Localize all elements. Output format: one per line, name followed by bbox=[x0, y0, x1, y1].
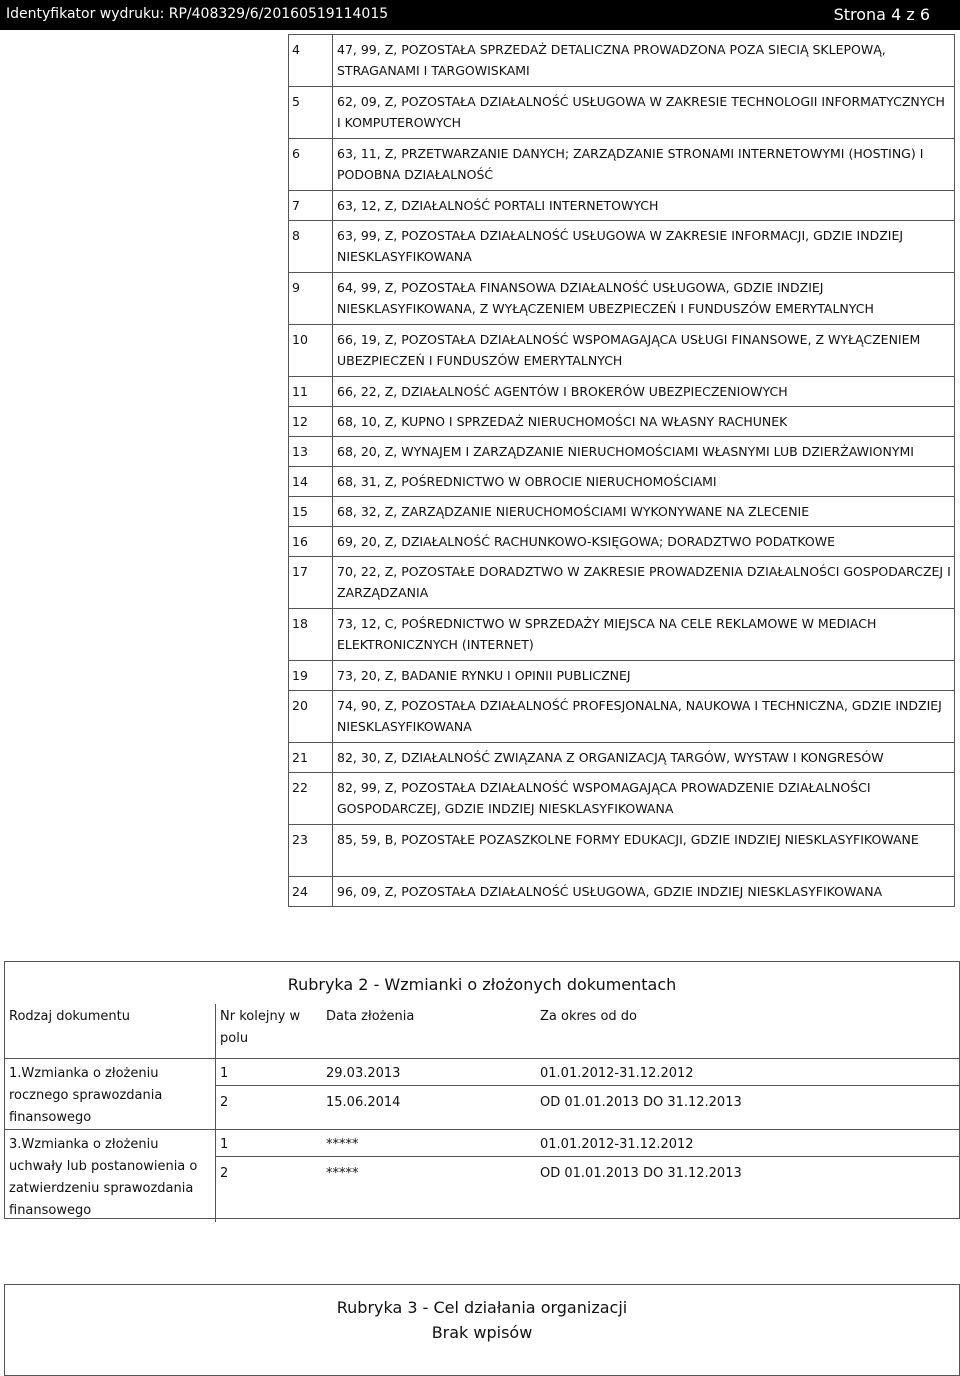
pkd-row-number: 19 bbox=[289, 661, 333, 691]
pkd-row-number: 14 bbox=[289, 467, 333, 497]
pkd-row-number: 17 bbox=[289, 557, 333, 609]
pkd-row-number: 6 bbox=[289, 139, 333, 191]
pkd-row bbox=[289, 191, 955, 221]
pkd-row-number: 16 bbox=[289, 527, 333, 557]
rubryka-2-title: Rubryka 2 - Wzmianki o złożonych dokumentach bbox=[287, 975, 677, 994]
pkd-activity-table bbox=[288, 34, 955, 907]
pkd-row bbox=[289, 377, 955, 407]
pkd-row bbox=[289, 407, 955, 437]
pkd-row-number: 13 bbox=[289, 437, 333, 467]
pkd-row-number: 20 bbox=[289, 691, 333, 743]
pkd-row-number: 8 bbox=[289, 221, 333, 273]
pkd-row bbox=[289, 325, 955, 377]
entry-period: OD 01.01.2013 DO 31.12.2013 bbox=[540, 1095, 742, 1110]
entry-period: 01.01.2012-31.12.2012 bbox=[536, 1134, 960, 1157]
pkd-row-description: 68, 20, Z, WYNAJEM I ZARZĄDZANIE NIERUCHOMOŚCIAMI WŁASNYMI LUB DZIERŻAWIONYMI bbox=[333, 437, 955, 467]
entry-period: 01.01.2012-31.12.2012 bbox=[536, 1063, 960, 1086]
document-type: 1.Wzmianka o złożeniu rocznego sprawozdania finansowego bbox=[5, 1059, 216, 1130]
entry-date: ***** bbox=[322, 1134, 536, 1157]
pkd-row-description: 63, 99, Z, POZOSTAŁA DZIAŁALNOŚĆ USŁUGOWA W ZAKRESIE INFORMACJI, GDZIE INDZIEJ NIESKLASYFIKOWANA bbox=[333, 221, 955, 273]
pkd-row-description: 74, 90, Z, POZOSTAŁA DZIAŁALNOŚĆ PROFESJONALNA, NAUKOWA I TECHNICZNA, GDZIE INDZIEJ NIESKLASYFIKOWANA bbox=[333, 691, 955, 743]
print-identifier: Identyfikator wydruku: RP/408329/6/20160519114015 bbox=[6, 6, 389, 22]
pkd-row bbox=[289, 743, 955, 773]
rubryka-2-section bbox=[4, 961, 960, 1219]
pkd-row bbox=[289, 877, 955, 907]
pkd-row-number: 4 bbox=[289, 35, 333, 87]
pkd-row bbox=[289, 825, 955, 877]
pkd-row bbox=[289, 87, 955, 139]
pkd-row-number: 18 bbox=[289, 609, 333, 661]
pkd-row-number: 11 bbox=[289, 377, 333, 407]
entry-nr: 1 bbox=[216, 1063, 322, 1086]
print-header bbox=[0, 0, 960, 30]
pkd-row-number: 5 bbox=[289, 87, 333, 139]
header-document-type: Rodzaj dokumentu bbox=[5, 1004, 216, 1059]
pkd-row bbox=[289, 609, 955, 661]
pkd-row-description: 64, 99, Z, POZOSTAŁA FINANSOWA DZIAŁALNOŚĆ USŁUGOWA, GDZIE INDZIEJ NIESKLASYFIKOWANA, Z WYŁĄCZENIEM UBEZPIECZEŃ I FUNDUSZÓW EMERYTALNYCH bbox=[333, 273, 955, 325]
pkd-row bbox=[289, 691, 955, 743]
documents-table bbox=[5, 1004, 960, 1222]
entry-nr: 1 bbox=[216, 1134, 322, 1157]
documents-table-header bbox=[5, 1004, 960, 1059]
entry-date: ***** bbox=[326, 1166, 359, 1181]
pkd-row-description: 63, 12, Z, DZIAŁALNOŚĆ PORTALI INTERNETOWYCH bbox=[333, 191, 955, 221]
pkd-row-number: 10 bbox=[289, 325, 333, 377]
pkd-row bbox=[289, 221, 955, 273]
pkd-row-description: 66, 22, Z, DZIAŁALNOŚĆ AGENTÓW I BROKERÓW UBEZPIECZENIOWYCH bbox=[333, 377, 955, 407]
pkd-row-number: 12 bbox=[289, 407, 333, 437]
pkd-row-description: 68, 32, Z, ZARZĄDZANIE NIERUCHOMOŚCIAMI WYKONYWANE NA ZLECENIE bbox=[333, 497, 955, 527]
pkd-row-description: 68, 10, Z, KUPNO I SPRZEDAŻ NIERUCHOMOŚCI NA WŁASNY RACHUNEK bbox=[333, 407, 955, 437]
pkd-row-description: 62, 09, Z, POZOSTAŁA DZIAŁALNOŚĆ USŁUGOWA W ZAKRESIE TECHNOLOGII INFORMATYCZNYCH I KOMPUTEROWYCH bbox=[333, 87, 955, 139]
pkd-row-number: 24 bbox=[289, 877, 333, 907]
pkd-row bbox=[289, 773, 955, 825]
pkd-row-number: 15 bbox=[289, 497, 333, 527]
pkd-row-description: 82, 99, Z, POZOSTAŁA DZIAŁALNOŚĆ WSPOMAGAJĄCA PROWADZENIE DZIAŁALNOŚCI GOSPODARCZEJ, GDZIE INDZIEJ NIESKLASYFIKOWANA bbox=[333, 773, 955, 825]
entry-nr: 2 bbox=[220, 1095, 229, 1110]
pkd-row-description: 82, 30, Z, DZIAŁALNOŚĆ ZWIĄZANA Z ORGANIZACJĄ TARGÓW, WYSTAW I KONGRESÓW bbox=[333, 743, 955, 773]
pkd-row-number: 22 bbox=[289, 773, 333, 825]
pkd-row-description: 70, 22, Z, POZOSTAŁE DORADZTWO W ZAKRESIE PROWADZENIA DZIAŁALNOŚCI GOSPODARCZEJ I ZARZĄDZANIA bbox=[333, 557, 955, 609]
entry-date: 15.06.2014 bbox=[326, 1095, 401, 1110]
entry-date: 29.03.2013 bbox=[322, 1063, 536, 1086]
header-submission-date: Data złożenia bbox=[322, 1004, 536, 1059]
pkd-row bbox=[289, 661, 955, 691]
pkd-row bbox=[289, 557, 955, 609]
pkd-row bbox=[289, 437, 955, 467]
pkd-row bbox=[289, 527, 955, 557]
pkd-row-description: 68, 31, Z, POŚREDNICTWO W OBROCIE NIERUCHOMOŚCIAMI bbox=[333, 467, 955, 497]
page-number: Strona 4 z 6 bbox=[833, 5, 930, 24]
pkd-row-description: 85, 59, B, POZOSTAŁE POZASZKOLNE FORMY EDUKACJI, GDZIE INDZIEJ NIESKLASYFIKOWANE bbox=[333, 825, 955, 877]
rubryka-3-title: Rubryka 3 - Cel działania organizacji bbox=[336, 1298, 628, 1317]
rubryka-3-section bbox=[4, 1284, 960, 1376]
header-period: Za okres od do bbox=[536, 1004, 960, 1059]
pkd-row-description: 96, 09, Z, POZOSTAŁA DZIAŁALNOŚĆ USŁUGOWA, GDZIE INDZIEJ NIESKLASYFIKOWANA bbox=[333, 877, 955, 907]
pkd-row bbox=[289, 467, 955, 497]
pkd-row bbox=[289, 273, 955, 325]
no-entries-text: Brak wpisów bbox=[431, 1323, 533, 1342]
pkd-row-number: 23 bbox=[289, 825, 333, 877]
pkd-row-number: 7 bbox=[289, 191, 333, 221]
document-group bbox=[5, 1059, 960, 1130]
pkd-row-description: 73, 20, Z, BADANIE RYNKU I OPINII PUBLICZNEJ bbox=[333, 661, 955, 691]
pkd-row-description: 73, 12, C, POŚREDNICTWO W SPRZEDAŻY MIEJSCA NA CELE REKLAMOWE W MEDIACH ELEKTRONICZNYCH (INTERNET) bbox=[333, 609, 955, 661]
header-sequence-number: Nr kolejny w polu bbox=[216, 1004, 323, 1059]
pkd-row-description: 69, 20, Z, DZIAŁALNOŚĆ RACHUNKOWO-KSIĘGOWA; DORADZTWO PODATKOWE bbox=[333, 527, 955, 557]
pkd-row-number: 21 bbox=[289, 743, 333, 773]
pkd-row bbox=[289, 139, 955, 191]
entry-period: OD 01.01.2013 DO 31.12.2013 bbox=[540, 1166, 742, 1181]
document-group bbox=[5, 1130, 960, 1223]
pkd-row-number: 9 bbox=[289, 273, 333, 325]
document-type: 3.Wzmianka o złożeniu uchwały lub postanowienia o zatwierdzeniu sprawozdania finansowego bbox=[5, 1130, 216, 1223]
pkd-row-description: 47, 99, Z, POZOSTAŁA SPRZEDAŻ DETALICZNA PROWADZONA POZA SIECIĄ SKLEPOWĄ, STRAGANAMI I TARGOWISKAMI bbox=[333, 35, 955, 87]
pkd-row bbox=[289, 35, 955, 87]
pkd-row bbox=[289, 497, 955, 527]
pkd-row-description: 63, 11, Z, PRZETWARZANIE DANYCH; ZARZĄDZANIE STRONAMI INTERNETOWYMI (HOSTING) I PODOBNA DZIAŁALNOŚĆ bbox=[333, 139, 955, 191]
entry-nr: 2 bbox=[220, 1166, 229, 1181]
pkd-row-description: 66, 19, Z, POZOSTAŁA DZIAŁALNOŚĆ WSPOMAGAJĄCA USŁUGI FINANSOWE, Z WYŁĄCZENIEM UBEZPIECZEŃ I FUNDUSZÓW EMERYTALNYCH bbox=[333, 325, 955, 377]
